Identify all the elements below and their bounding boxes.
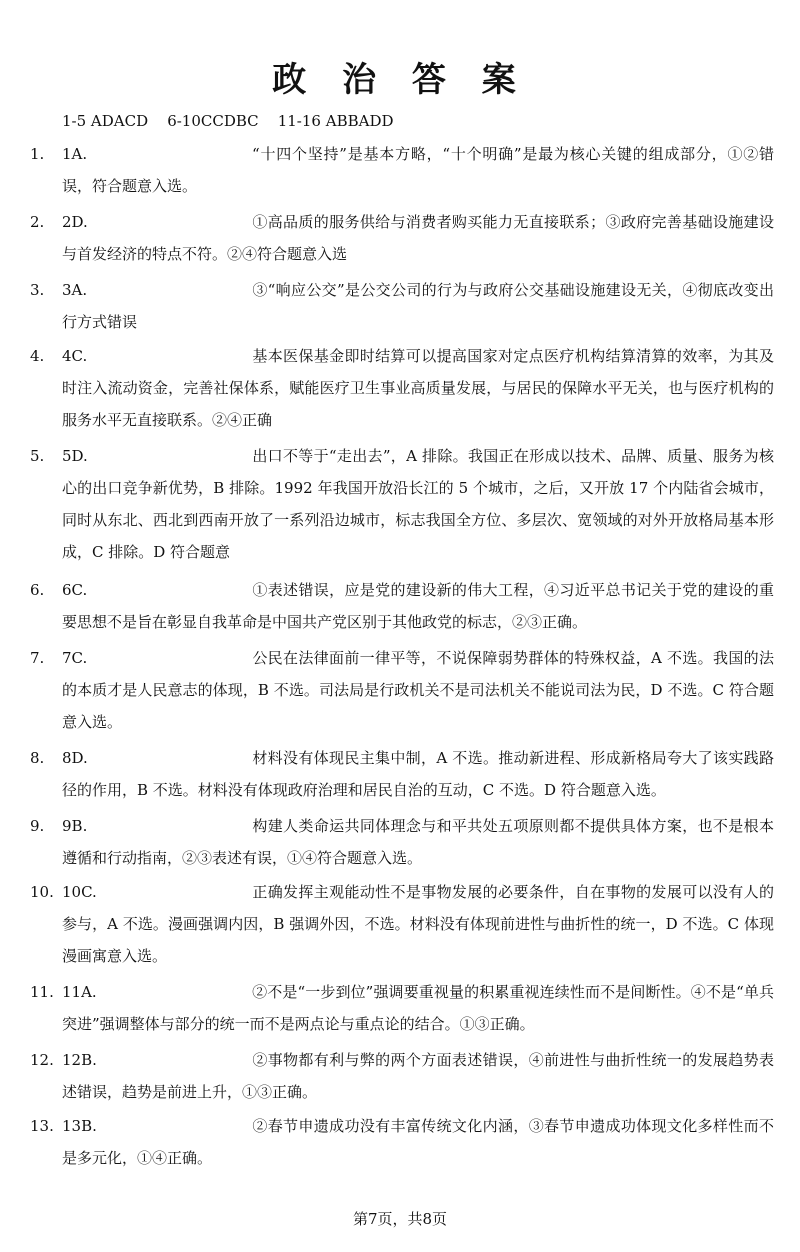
answer-item (30, 274, 774, 338)
item-answer: 10C. (62, 883, 97, 901)
item-answer: 9B. (62, 817, 88, 835)
item-explanation: 构建人类命运共同体理念与和平共处五项原则都不提供具体方案，也不是根本遵循和行动指南，②③表述有误，①④符合题意入选。 (62, 817, 774, 867)
answer-item (30, 574, 774, 638)
item-explanation: 材料没有体现民主集中制，A 不选。推动新进程、形成新格局夸大了该实践路径的作用，B 不选。材料没有体现政府治理和居民自治的互动，C 不选。D 符合题意入选。 (62, 749, 774, 799)
item-answer: 11A. (62, 983, 97, 1001)
item-number: 11. (30, 983, 54, 1001)
item-explanation: 公民在法律面前一律平等，不说保障弱势群体的特殊权益，A 不选。我国的法的本质才是人民意志的体现，B 不选。司法局是行政机关不是司法机关不能说司法为民，D 不选。C 符合题意入选。 (62, 649, 774, 731)
item-answer: 4C. (62, 347, 88, 365)
item-explanation: ②不是“一步到位”强调要重视量的积累重视连续性而不是间断性。④不是“单兵突进”强调整体与部分的统一而不是两点论与重点论的结合。①③正确。 (62, 983, 774, 1033)
item-explanation: ②事物都有利与弊的两个方面表述错误，④前进性与曲折性统一的发展趋势表述错误，趋势是前进上升，①③正确。 (62, 1051, 774, 1101)
item-explanation: 出口不等于“走出去”，A 排除。我国正在形成以技术、品牌、质量、服务为核心的出口竞争新优势，B 排除。1992 年我国开放沿长江的 5 个城市，之后，又开放 17 个内陆省会城市，同时从东北、西北到西南开放了一系列沿边城市，标志我国全方位、多层次、宽领域的对外开放格局基本形成，C 排除。D 符合题意 (62, 447, 774, 561)
item-number: 10. (30, 883, 54, 901)
answer-key-summary: 1-5 ADACD 6-10CCDBC 11-16 ABBADD (62, 112, 394, 130)
item-answer: 12B. (62, 1051, 97, 1069)
item-number: 12. (30, 1051, 54, 1069)
item-number: 8. (30, 749, 45, 767)
item-answer: 8D. (62, 749, 88, 767)
answer-item (30, 1044, 774, 1108)
item-number: 7. (30, 649, 45, 667)
answer-item (30, 742, 774, 806)
item-number: 1. (30, 145, 45, 163)
item-answer: 1A. (62, 145, 88, 163)
item-answer: 5D. (62, 447, 88, 465)
item-answer: 13B. (62, 1117, 97, 1135)
item-explanation: ①高品质的服务供给与消费者购买能力无直接联系；③政府完善基础设施建设与首发经济的特点不符。②④符合题意入选 (62, 213, 774, 263)
answer-item (30, 206, 774, 270)
item-answer: 3A. (62, 281, 88, 299)
answer-item (30, 440, 774, 568)
item-number: 3. (30, 281, 45, 299)
answer-item (30, 810, 774, 874)
answer-item (30, 1110, 774, 1174)
item-explanation: ①表述错误，应是党的建设新的伟大工程，④习近平总书记关于党的建设的重要思想不是旨在彰显自我革命是中国共产党区别于其他政党的标志，②③正确。 (62, 581, 774, 631)
item-number: 6. (30, 581, 45, 599)
item-explanation: “十四个坚持”是基本方略，“十个明确”是最为核心关键的组成部分，①②错误，符合题意入选。 (62, 145, 774, 195)
page-title: 政 治 答 案 (272, 60, 528, 100)
answer-item (30, 876, 774, 972)
item-explanation: ③“响应公交”是公交公司的行为与政府公交基础设施建设无关，④彻底改变出行方式错误 (62, 281, 774, 331)
item-number: 9. (30, 817, 45, 835)
answer-item (30, 642, 774, 738)
item-number: 2. (30, 213, 45, 231)
item-answer: 2D. (62, 213, 88, 231)
item-number: 13. (30, 1117, 54, 1135)
item-explanation: 正确发挥主观能动性不是事物发展的必要条件，自在事物的发展可以没有人的参与，A 不选。漫画强调内因，B 强调外因，不选。材料没有体现前进性与曲折性的统一，D 不选。C 体现漫画寓意入选。 (62, 883, 774, 965)
item-answer: 6C. (62, 581, 88, 599)
page-footer: 第7页，共8页 (352, 1210, 448, 1228)
item-answer: 7C. (62, 649, 88, 667)
item-number: 5. (30, 447, 45, 465)
item-number: 4. (30, 347, 45, 365)
answer-item (30, 976, 774, 1040)
item-explanation: ②春节申遗成功没有丰富传统文化内涵，③春节申遗成功体现文化多样性而不是多元化，①④正确。 (62, 1117, 774, 1167)
item-explanation: 基本医保基金即时结算可以提高国家对定点医疗机构结算清算的效率，为其及时注入流动资金，完善社保体系，赋能医疗卫生事业高质量发展，与居民的保障水平无关，也与医疗机构的服务水平无直接联系。②④正确 (62, 347, 774, 429)
answer-item (30, 138, 774, 202)
answer-item (30, 340, 774, 436)
